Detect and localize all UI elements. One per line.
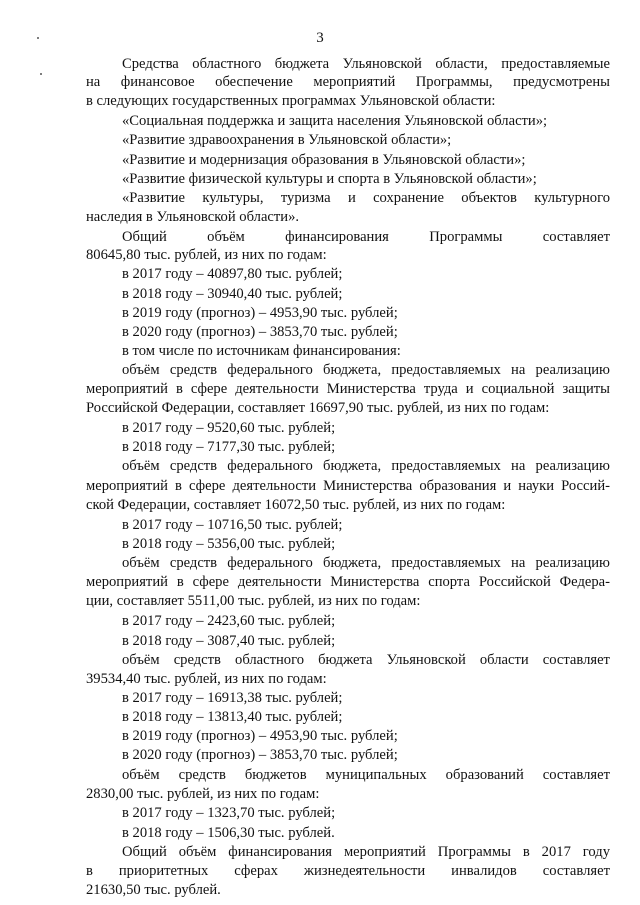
- text-line: Российской Федерации, составляет 16697,90 тыс. рублей, из них по годам:: [86, 400, 550, 416]
- text-line: ской Федерации, составляет 16072,50 тыс. рублей, из них по годам:: [86, 497, 506, 513]
- text-line: объём средств федерального бюджета, предоставляемых на реализацию: [122, 362, 610, 378]
- text-line: в 2018 году – 3087,40 тыс. рублей;: [122, 633, 336, 649]
- text-line: в 2017 году – 10716,50 тыс. рублей;: [122, 517, 343, 533]
- text-line: мероприятий в сфере деятельности Министерства образования и науки Россий-: [86, 478, 610, 494]
- text-line: 80645,80 тыс. рублей, из них по годам:: [86, 247, 327, 263]
- text-line: объём средств областного бюджета Ульяновской области составляет: [122, 652, 610, 668]
- text-line: в 2017 году – 2423,60 тыс. рублей;: [122, 613, 336, 629]
- text-line: объём средств бюджетов муниципальных образований составляет: [122, 767, 610, 783]
- text-line: в 2020 году (прогноз) – 3853,70 тыс. рублей;: [122, 324, 398, 340]
- text-line: в том числе по источникам финансирования:: [122, 343, 401, 359]
- text-line: объём средств федерального бюджета, предоставляемых на реализацию: [122, 458, 610, 474]
- text-line: в приоритетных сферах жизнедеятельности инвалидов составляет: [86, 863, 610, 879]
- text-line: 39534,40 тыс. рублей, из них по годам:: [86, 671, 327, 687]
- page-number: 3: [316, 30, 324, 46]
- text-line: в 2017 году – 1323,70 тыс. рублей;: [122, 805, 336, 821]
- text-line: «Развитие культуры, туризма и сохранение объектов культурного: [122, 190, 610, 206]
- text-line: «Развитие и модернизация образования в Ульяновской области»;: [122, 152, 526, 168]
- text-line: в 2017 году – 40897,80 тыс. рублей;: [122, 266, 343, 282]
- text-line: в 2018 году – 5356,00 тыс. рублей;: [122, 536, 336, 552]
- text-line: в 2019 году (прогноз) – 4953,90 тыс. рублей;: [122, 728, 398, 744]
- text-line: 2830,00 тыс. рублей, из них по годам:: [86, 786, 320, 802]
- text-line: «Развитие здравоохранения в Ульяновской области»;: [122, 132, 452, 148]
- text-line: в 2017 году – 16913,38 тыс. рублей;: [122, 690, 343, 706]
- text-line: в 2018 году – 1506,30 тыс. рублей.: [122, 825, 335, 841]
- text-line: 21630,50 тыс. рублей.: [86, 882, 221, 898]
- text-line: ции, составляет 5511,00 тыс. рублей, из них по годам:: [86, 593, 421, 609]
- text-line: в 2018 году – 7177,30 тыс. рублей;: [122, 439, 336, 455]
- text-line: Общий объём финансирования Программы составляет: [122, 229, 610, 245]
- text-line: «Развитие физической культуры и спорта в Ульяновской области»;: [122, 171, 537, 187]
- text-line: мероприятий в сфере деятельности Министерства труда и социальной защиты: [86, 381, 610, 397]
- text-line: на финансовое обеспечение мероприятий Программы, предусмотрены: [86, 74, 610, 90]
- text-line: Общий объём финансирования мероприятий Программы в 2017 году: [122, 844, 610, 860]
- text-line: Средства областного бюджета Ульяновской области, предоставляемые: [122, 56, 610, 72]
- text-line: наследия в Ульяновской области».: [86, 209, 300, 225]
- text-line: в 2019 году (прогноз) – 4953,90 тыс. рублей;: [122, 305, 398, 321]
- scan-speck: [40, 73, 42, 75]
- text-line: в 2018 году – 30940,40 тыс. рублей;: [122, 286, 343, 302]
- text-line: в 2018 году – 13813,40 тыс. рублей;: [122, 709, 343, 725]
- text-line: «Социальная поддержка и защита населения Ульяновской области»;: [122, 113, 548, 129]
- text-line: в 2020 году (прогноз) – 3853,70 тыс. рублей;: [122, 747, 398, 763]
- text-line: в следующих государственных программах Ульяновской области:: [86, 93, 496, 109]
- text-line: в 2017 году – 9520,60 тыс. рублей;: [122, 420, 336, 436]
- text-line: объём средств федерального бюджета, предоставляемых на реализацию: [122, 555, 610, 571]
- text-line: мероприятий в сфере деятельности Министерства спорта Российской Федера-: [86, 574, 610, 590]
